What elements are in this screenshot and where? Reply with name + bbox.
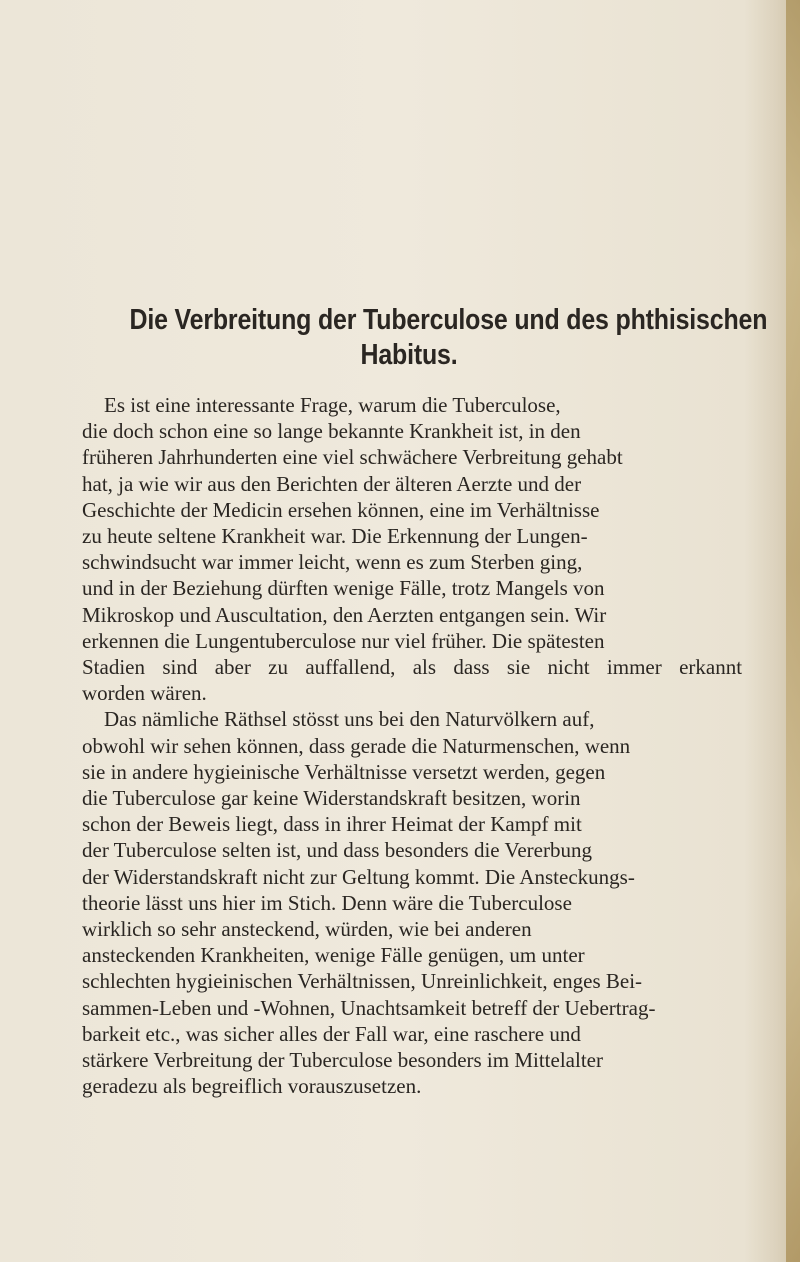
text-line: schlechten hygieinischen Verhältnissen, Unreinlichkeit, enges Bei- xyxy=(82,969,643,994)
text-line: Stadien sind aber zu auffallend, als dass sie nicht immer erkannt xyxy=(82,655,743,680)
text-line: die doch schon eine so lange bekannte Krankheit ist, in den xyxy=(82,419,581,444)
text-line: stärkere Verbreitung der Tuberculose besonders im Mittelalter xyxy=(82,1048,603,1073)
text-line: die Tuberculose gar keine Widerstandskraft besitzen, worin xyxy=(82,786,581,811)
text-line: Das nämliche Räthsel stösst uns bei den Naturvölkern auf, xyxy=(104,707,595,732)
text-line: sammen-Leben und -Wohnen, Unachtsamkeit betreff der Uebertrag- xyxy=(82,995,656,1020)
text-line: Mikroskop und Auscultation, den Aerzten entgangen sein. Wir xyxy=(82,602,607,627)
text-line: sie in andere hygieinische Verhältnisse versetzt werden, gegen xyxy=(82,759,606,784)
text-line: obwohl wir sehen können, dass gerade die Naturmenschen, wenn xyxy=(82,733,631,758)
text-line: Es ist eine interessante Frage, warum die Tuberculose, xyxy=(104,393,561,417)
page-edge xyxy=(786,0,800,1262)
text-line: zu heute seltene Krankheit war. Die Erkennung der Lungen- xyxy=(82,524,588,549)
body-text xyxy=(82,392,742,1099)
text-line: ansteckenden Krankheiten, wenige Fälle genügen, um unter xyxy=(82,943,585,968)
text-line: schon der Beweis liegt, dass in ihrer Heimat der Kampf mit xyxy=(82,812,582,837)
text-line: worden wären. xyxy=(82,681,207,706)
text-line: der Widerstandskraft nicht zur Geltung kommt. Die Ansteckungs- xyxy=(82,864,635,889)
text-line: geradezu als begreiflich vorauszusetzen. xyxy=(82,1074,422,1099)
heading-line-2: Habitus. xyxy=(360,339,458,371)
text-line: hat, ja wie wir aus den Berichten der älteren Aerzte und der xyxy=(82,471,582,496)
paragraph-1 xyxy=(82,392,742,706)
heading-line-1: Die Verbreitung der Tuberculose und des phthisischen xyxy=(129,304,768,336)
text-line: wirklich so sehr ansteckend, würden, wie bei anderen xyxy=(82,917,532,942)
text-line: erkennen die Lungentuberculose nur viel früher. Die spätesten xyxy=(82,628,605,653)
text-line: und in der Beziehung dürften wenige Fälle, trotz Mangels von xyxy=(82,576,605,601)
text-line: der Tuberculose selten ist, und dass besonders die Vererbung xyxy=(82,838,592,863)
paragraph-2 xyxy=(82,706,742,1099)
chapter-heading xyxy=(129,303,768,373)
text-line: schwindsucht war immer leicht, wenn es zum Sterben ging, xyxy=(82,550,583,575)
text-line: früheren Jahrhunderten eine viel schwächere Verbreitung gehabt xyxy=(82,445,623,470)
text-line: Geschichte der Medicin ersehen können, eine im Verhältnisse xyxy=(82,497,600,522)
text-line: barkeit etc., was sicher alles der Fall war, eine raschere und xyxy=(82,1021,581,1046)
text-line: theorie lässt uns hier im Stich. Denn wäre die Tuberculose xyxy=(82,890,572,915)
